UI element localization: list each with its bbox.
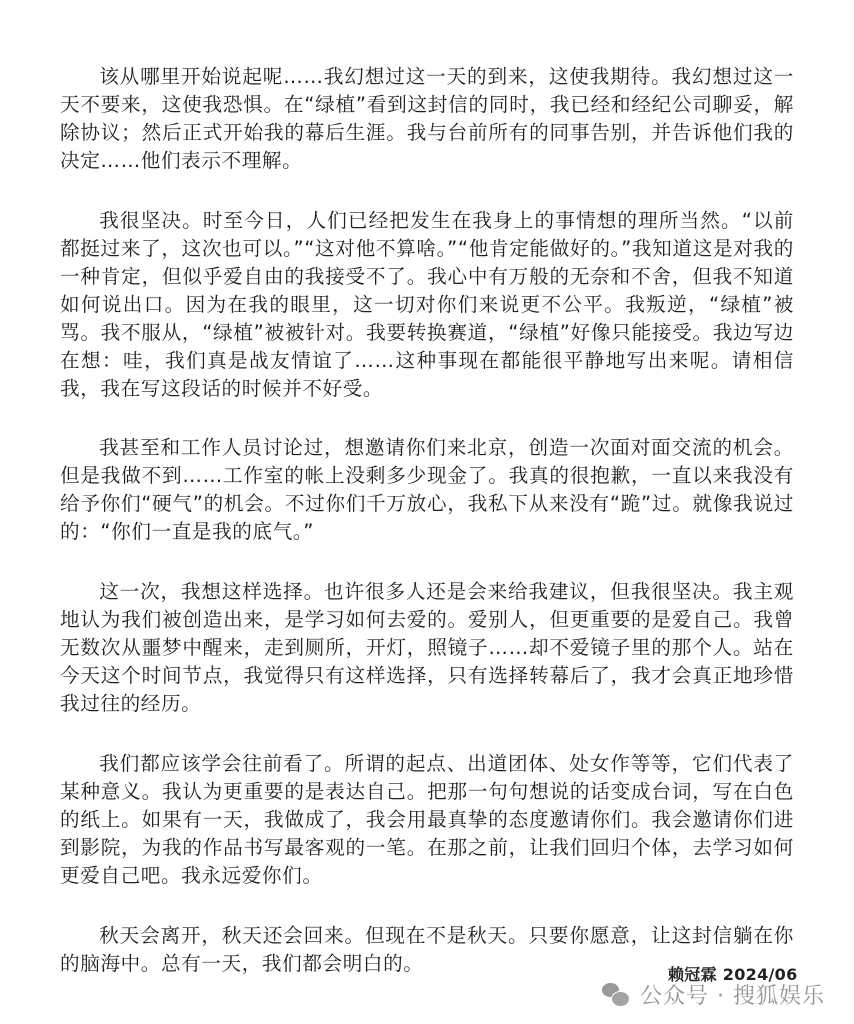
source-watermark [602, 979, 825, 1010]
letter-signature: 赖冠霖 2024/06 [668, 965, 798, 984]
letter-paragraph-1: 该从哪里开始说起呢……我幻想过这一天的到来，这使我期待。我幻想过这一天不要来，这使我恐惧。在“绿植”看到这封信的同时，我已经和经纪公司聊妥，解除协议；然后正式开始我的幕后生涯。我与台前所有的同事告别，并告诉他们我的决定……他们表示不理解。 [60, 65, 794, 172]
letter-paragraph-4: 这一次，我想这样选择。也许很多人还是会来给我建议，但我很坚决。我主观地认为我们被创造出来，是学习如何去爱的。爱别人，但更重要的是爱自己。我曾无数次从噩梦中醒来，走到厕所，开灯，照镜子……却不爱镜子里的那个人。站在今天这个时间节点，我觉得只有这样选择，只有选择转幕后了，我才会真正地珍惜我过往的经历。 [60, 580, 794, 715]
letter-paragraph-3: 我甚至和工作人员讨论过，想邀请你们来北京，创造一次面对面交流的机会。但是我做不到……工作室的帐上没剩多少现金了。我真的很抱歉，一直以来我没有给予你们“硬气”的机会。不过你们千万放心，我私下从来没有“跪”过。就像我说过的：“你们一直是我的底气。” [60, 436, 794, 543]
letter-body [60, 63, 794, 978]
wechat-icon [602, 983, 630, 1007]
letter-paragraph-2: 我很坚决。时至今日，人们已经把发生在我身上的事情想的理所当然。“以前都挺过来了，这次也可以。”“这对他不算啥。”“他肯定能做好的。”我知道这是对我的一种肯定，但似乎爱自由的我接受不了。我心中有万般的无奈和不舍，但我不知道如何说出口。因为在我的眼里，这一切对你们来说更不公平。我叛逆，“绿植”被骂。我不服从，“绿植”被被针对。我要转换赛道，“绿植”好像只能接受。我边写边在想：哇，我们真是战友情谊了……这种事现在都能很平静地写出来呢。请相信我，我在写这段话的时候并不好受。 [60, 209, 794, 400]
letter-paragraph-6: 秋天会离开，秋天还会回来。但现在不是秋天。只要你愿意，让这封信躺在你的脑海中。总有一天，我们都会明白的。 [60, 924, 794, 975]
letter-paragraph-5: 我们都应该学会往前看了。所谓的起点、出道团体、处女作等等，它们代表了某种意义。我认为更重要的是表达自己。把那一句句想说的话变成台词，写在白色的纸上。如果有一天，我做成了，我会用最真挚的态度邀请你们。我会邀请你们进到影院，为我的作品书写最客观的一笔。在那之前，让我们回归个体，去学习如何更爱自己吧。我永远爱你们。 [60, 752, 794, 887]
watermark-text: 公众号 · 搜狐娱乐 [640, 984, 825, 1009]
